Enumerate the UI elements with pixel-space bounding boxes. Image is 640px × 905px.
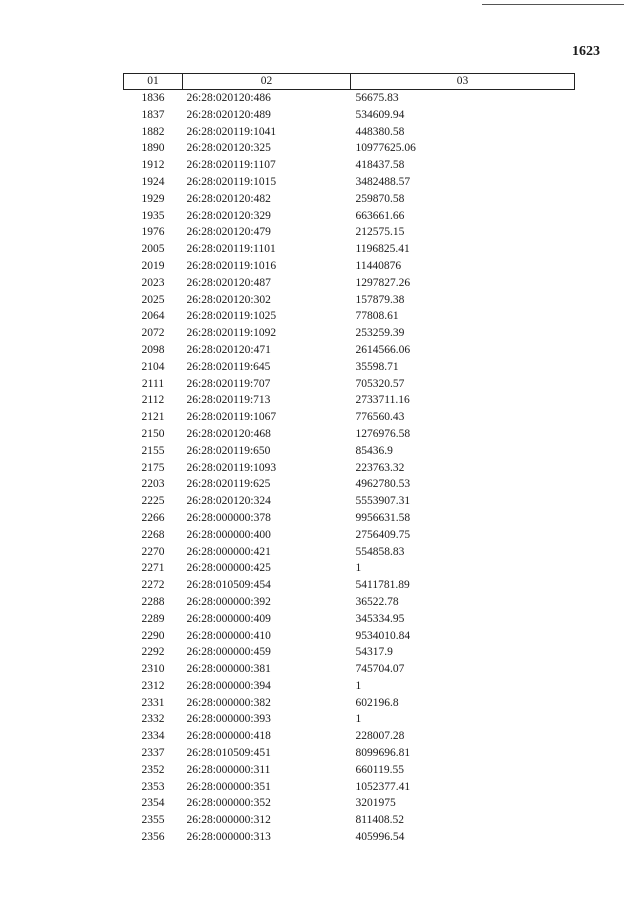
value-cell: 10977625.06 [355,142,416,155]
cadastral-number-cell: 26:28:020120:486 [186,92,271,104]
cadastral-number-cell: 26:28:020119:645 [186,360,271,373]
table-header-row [124,74,575,90]
table-row [124,426,575,443]
cadastral-number-cell: 26:28:000000:409 [186,612,271,625]
table-row [124,124,575,141]
column-header-03: 03 [351,74,575,90]
cadastral-number-cell: 26:28:020120:329 [186,209,271,222]
value-cell: 2756409.75 [355,528,411,541]
cadastral-number-cell: 26:28:020120:487 [186,276,271,289]
value-cell: 405996.54 [355,831,405,844]
table-row [124,107,575,124]
cadastral-number-cell: 26:28:020119:1015 [186,175,277,188]
table-row [124,241,575,258]
table-row [124,376,575,393]
row-number-cell: 1882 [141,125,165,138]
cadastral-number-cell: 26:28:000000:381 [186,663,271,676]
row-number-cell: 2019 [141,259,165,272]
cadastral-number-cell: 26:28:020119:707 [186,377,271,390]
cadastral-number-cell: 26:28:000000:400 [186,528,271,541]
table-row [124,644,575,661]
value-cell: 1 [355,679,362,692]
table-row [124,191,575,208]
cadastral-number-cell: 26:28:000000:425 [186,562,271,575]
value-cell: 745704.07 [355,663,405,676]
table-row [124,577,575,594]
row-number-cell: 1924 [141,175,165,188]
row-number-cell: 2353 [141,780,165,793]
cadastral-number-cell: 26:28:000000:410 [186,629,271,642]
row-number-cell: 2005 [141,243,165,256]
value-cell: 448380.58 [355,125,405,138]
value-cell: 1052377.41 [355,780,411,793]
row-number-cell: 2268 [141,528,165,541]
table-row [124,661,575,678]
cadastral-number-cell: 26:28:010509:454 [186,579,271,592]
table-row [124,292,575,309]
value-cell: 1196825.41 [355,243,410,256]
value-cell: 35598.71 [355,360,399,373]
table-row [124,208,575,225]
value-cell: 2614566.06 [355,343,411,356]
value-cell: 418437.58 [355,159,405,172]
cadastral-number-cell: 26:28:020119:650 [186,444,271,457]
row-number-cell: 1890 [141,142,165,155]
table-row [124,544,575,561]
cadastral-number-cell: 26:28:000000:421 [186,545,271,558]
value-cell: 223763.32 [355,461,405,474]
cadastral-number-cell: 26:28:020120:324 [186,495,271,508]
value-cell: 8099696.81 [355,747,411,760]
value-cell: 77808.61 [355,310,399,323]
table-row [124,392,575,409]
table-row [124,762,575,779]
value-cell: 212575.15 [355,226,405,239]
value-cell: 776560.43 [355,411,405,424]
value-cell: 705320.57 [355,377,405,390]
value-cell: 1297827.26 [355,276,411,289]
table-row [124,359,575,376]
cadastral-number-cell: 26:28:020120:302 [186,293,271,306]
value-cell: 157879.38 [355,293,405,306]
value-cell: 11440876 [355,259,402,272]
table-row [124,695,575,712]
column-header-01: 01 [124,74,183,90]
value-cell: 54317.9 [355,646,393,659]
cadastral-number-cell: 26:28:020119:713 [186,394,271,407]
row-number-cell: 2072 [141,327,165,340]
page-number: 1623 [572,44,600,59]
value-cell: 36522.78 [355,595,399,608]
table-row [124,611,575,628]
row-number-cell: 1929 [141,192,165,205]
row-number-cell: 2112 [141,394,165,407]
row-number-cell: 2334 [141,730,165,743]
cadastral-number-cell: 26:28:020120:325 [186,142,271,155]
value-cell: 85436.9 [355,444,393,457]
value-cell: 253259.39 [355,327,405,340]
table-row [124,325,575,342]
row-number-cell: 2155 [141,444,165,457]
table-row [124,275,575,292]
value-cell: 811408.52 [355,814,404,827]
row-number-cell: 1935 [141,209,165,222]
cadastral-number-cell: 26:28:000000:418 [186,730,271,743]
table-row [124,527,575,544]
table-row [124,728,575,745]
row-number-cell: 2025 [141,293,165,306]
row-number-cell: 2104 [141,360,165,373]
row-number-cell: 2271 [141,562,165,575]
table-row [124,140,575,157]
value-cell: 534609.94 [355,108,405,121]
cadastral-number-cell: 26:28:010509:451 [186,747,271,760]
value-cell: 259870.58 [355,192,405,205]
table-row [124,493,575,510]
row-number-cell: 2337 [141,747,165,760]
row-number-cell: 2023 [141,276,165,289]
value-cell: 1276976.58 [355,427,411,440]
row-number-cell: 2175 [141,461,165,474]
value-cell: 228007.28 [355,730,405,743]
table-row [124,812,575,829]
cadastral-number-cell: 26:28:000000:392 [186,595,271,608]
cadastral-number-cell: 26:28:000000:312 [186,814,271,827]
value-cell: 2733711.16 [355,394,410,407]
value-cell: 660119.55 [355,763,404,776]
table-row [124,342,575,359]
table-row [124,594,575,611]
value-cell: 3201975 [355,797,396,810]
table-row [124,678,575,695]
table-row [124,476,575,493]
row-number-cell: 2332 [141,713,165,726]
value-cell: 56675.83 [355,92,399,104]
table-row [124,560,575,577]
row-number-cell: 2098 [141,343,165,356]
row-number-cell: 2203 [141,478,165,491]
cadastral-number-cell: 26:28:020120:471 [186,343,271,356]
value-cell: 9534010.84 [355,629,411,642]
cadastral-number-cell: 26:28:020120:489 [186,108,271,121]
table-row [124,308,575,325]
cadastral-number-cell: 26:28:020119:625 [186,478,271,491]
row-number-cell: 1976 [141,226,165,239]
row-number-cell: 1836 [141,92,165,104]
table-row [124,90,575,107]
table-row [124,711,575,728]
row-number-cell: 2292 [141,646,165,659]
cadastral-number-cell: 26:28:020119:1067 [186,411,277,424]
table-row [124,795,575,812]
row-number-cell: 2354 [141,797,165,810]
cadastral-number-cell: 26:28:020120:468 [186,427,271,440]
row-number-cell: 2111 [141,377,165,390]
cadastral-number-cell: 26:28:000000:352 [186,797,271,810]
value-cell: 5553907.31 [355,495,411,508]
row-number-cell: 2331 [141,696,165,709]
table-row [124,829,575,846]
row-number-cell: 2290 [141,629,165,642]
row-number-cell: 2352 [141,763,165,776]
cadastral-number-cell: 26:28:020119:1025 [186,310,277,323]
value-cell: 3482488.57 [355,175,411,188]
cadastral-number-cell: 26:28:020119:1107 [186,159,276,172]
table-row [124,460,575,477]
value-cell: 1 [355,562,362,575]
row-number-cell: 2121 [141,411,165,424]
table-row [124,224,575,241]
row-number-cell: 2288 [141,595,165,608]
row-number-cell: 2266 [141,511,165,524]
cadastral-number-cell: 26:28:020120:482 [186,192,271,205]
row-number-cell: 1837 [141,108,165,121]
value-cell: 345334.95 [355,612,405,625]
table-row [124,443,575,460]
table-row [124,510,575,527]
row-number-cell: 2289 [141,612,165,625]
table-row [124,628,575,645]
table-row [124,174,575,191]
cadastral-number-cell: 26:28:020119:1101 [186,243,276,256]
header-rule [482,4,624,5]
row-number-cell: 2310 [141,663,165,676]
value-cell: 554858.83 [355,545,405,558]
row-number-cell: 2356 [141,831,165,844]
value-cell: 5411781.89 [355,579,410,592]
table-row [124,409,575,426]
cadastral-number-cell: 26:28:020119:1041 [186,125,277,138]
cadastral-number-cell: 26:28:020120:479 [186,226,271,239]
row-number-cell: 2225 [141,495,165,508]
cadastral-number-cell: 26:28:020119:1016 [186,259,277,272]
cadastral-number-cell: 26:28:000000:459 [186,646,271,659]
value-cell: 663661.66 [355,209,405,222]
cadastral-number-cell: 26:28:000000:394 [186,679,271,692]
column-header-02: 02 [183,74,351,90]
cadastral-number-cell: 26:28:020119:1093 [186,461,277,474]
cadastral-number-cell: 26:28:000000:378 [186,511,271,524]
table-row [124,258,575,275]
value-cell: 602196.8 [355,696,399,709]
cadastral-number-cell: 26:28:000000:382 [186,696,271,709]
row-number-cell: 1912 [141,159,165,172]
row-number-cell: 2355 [141,814,165,827]
table-row [124,157,575,174]
cadastral-number-cell: 26:28:000000:313 [186,831,271,844]
value-cell: 1 [355,713,362,726]
row-number-cell: 2312 [141,679,165,692]
table-row [124,779,575,796]
cadastral-number-cell: 26:28:000000:351 [186,780,271,793]
row-number-cell: 2272 [141,579,165,592]
cadastral-number-cell: 26:28:000000:393 [186,713,271,726]
cadastral-number-cell: 26:28:000000:311 [186,763,271,776]
row-number-cell: 2064 [141,310,165,323]
row-number-cell: 2270 [141,545,165,558]
table-row [124,745,575,762]
cadastral-number-cell: 26:28:020119:1092 [186,327,277,340]
row-number-cell: 2150 [141,427,165,440]
register-table [123,73,575,846]
value-cell: 4962780.53 [355,478,411,491]
value-cell: 9956631.58 [355,511,411,524]
